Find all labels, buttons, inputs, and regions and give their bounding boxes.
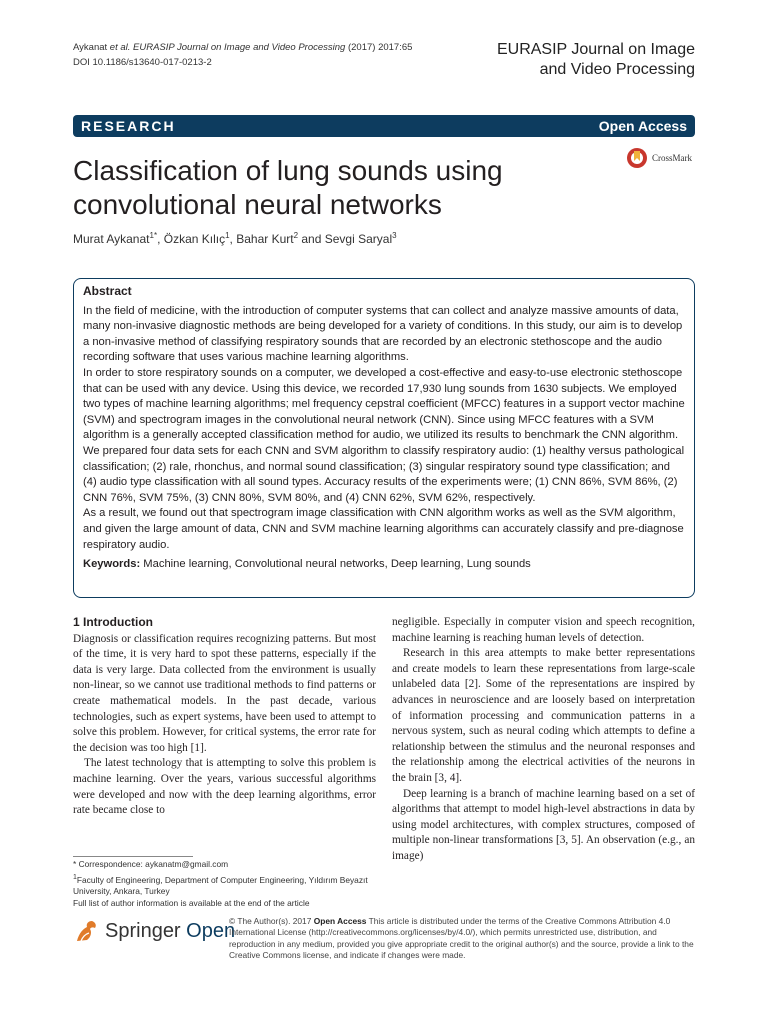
logo-open: Open (180, 919, 236, 942)
citation-header (73, 40, 412, 70)
correspondence: * Correspondence: aykanatm@gmail.com (73, 859, 229, 869)
author-affiliation-sup: 1 (225, 231, 230, 240)
license-text: This article is distributed under the terms of the Creative Commons Attribution 4.0 International License (http://creativecommons.org/licenses/by/4.0/), which permits unrestricted use, distribution, and reproduction in any medium, provided you give appropriate credit to the original author(s) and the source, provide a link to the Creative Commons license, and indicate if changes were made. (229, 916, 694, 961)
footnotes (73, 859, 376, 909)
author-affiliation-sup: 1* (149, 231, 158, 240)
paper-title: Classification of lung sounds using convolutional neural networks (73, 155, 503, 220)
author-name: Murat Aykanat (73, 232, 150, 246)
license-notice (229, 916, 697, 962)
keywords (83, 557, 685, 573)
article-type-banner (73, 115, 695, 137)
body-paragraph: negligible. Especially in computer vision and speech recognition, machine learning is reaching human levels of detection. (392, 616, 695, 644)
crossmark-icon (626, 147, 648, 169)
body-paragraph: Deep learning is a branch of machine learning based on a set of algorithms that attempt to model high-level abstractions in data by using model architectures, with complex structures, composed of multiple non-linear transformations [3, 5]. An observation (e.g., an image) (392, 787, 695, 862)
logo-springer: Springer (105, 919, 181, 942)
citation-journal: et al. EURASIP Journal on Image and Video Processing (109, 42, 346, 53)
abstract-paragraph: In the field of medicine, with the introduction of computer systems that can collect and analyze massive amounts of data, many non-invasive diagnostic methods are being developed for a variety of conditions. In this study, our aim is to develop a non-invasive method of classifying respiratory sounds that are recorded by an electronic stethoscope and the audio recording software that uses various machine learning algorithms. (83, 304, 683, 364)
journal-name-line1: EURASIP Journal on Image (496, 41, 695, 58)
abstract-paragraph: As a result, we found out that spectrogram image classification with CNN algorithm works as well as the SVM algorithm, and given the large amount of data, CNN and SVM machine learning algorithms can accurately classify and pre-diagnose respiratory audio. (83, 507, 684, 551)
author-affiliation-sup: 3 (392, 231, 397, 240)
springer-open-logo (73, 919, 235, 943)
affiliation-text: Faculty of Engineering, Department of Computer Engineering, Yıldırım Beyazıt University, Ankara, Turkey (73, 874, 368, 896)
body-column-left (73, 615, 376, 819)
affiliation (73, 872, 376, 898)
article-type: RESEARCH (81, 118, 176, 134)
copyright: © The Author(s). 2017 (229, 916, 314, 926)
springer-horse-icon (73, 919, 99, 943)
open-access-label: Open Access (598, 118, 687, 134)
author-name: Sevgi Saryal (324, 232, 393, 246)
body-paragraph: Research in this area attempts to make better representations and create models to learn these representations from large-scale unlabeled data [2]. Some of the representations are inspired by advances in neuroscience and are loosely based on interpretation of information processing and communication patterns in a nervous system, such as neural coding which attempts to define a relationship between the stimulus and the neuronal responses and the relationship among the electrical activities of the neurons in the brain [3, 4]. (392, 647, 695, 784)
author-info-note: Full list of author information is available at the end of the article (73, 897, 310, 908)
citation-year: (2017) 2017:65 (345, 42, 413, 53)
citation-prefix: Aykanat (73, 42, 110, 53)
doi: DOI 10.1186/s13640-017-0213-2 (73, 57, 212, 68)
crossmark-label: CrossMark (652, 153, 692, 163)
crossmark-badge[interactable] (626, 147, 692, 169)
footnote-divider (73, 856, 193, 857)
abstract-box (73, 278, 695, 598)
author-separator: , (157, 232, 164, 246)
open-access-bold: Open Access (313, 916, 367, 926)
author-name: Bahar Kurt (236, 232, 294, 246)
author-list (73, 231, 397, 246)
body-column-right (392, 615, 695, 865)
author-separator: , (229, 232, 237, 246)
keywords-list: Machine learning, Convolutional neural networks, Deep learning, Lung sounds (140, 558, 531, 571)
journal-name (497, 40, 695, 80)
author-affiliation-sup: 2 (293, 231, 299, 240)
author-separator: and (298, 232, 325, 246)
abstract-paragraph: In order to store respiratory sounds on a computer, we developed a cost-effective and easy-to-use electronic stethoscope that can be used with any device. Using this device, we recorded 17,930 lung sounds from 1630 subjects. We employed two types of machine learning algorithms; mel frequency cepstral coefficient (MFCC) features in a support vector machine (SVM) and spectrogram images in the convolutional neural network (CNN). Since using MFCC features with a SVM algorithm is a generally accepted classification method for audio, we utilized its results to benchmark the CNN algorithm. We prepared four data sets for each CNN and SVM algorithm to classify respiratory audio: (1) healthy versus pathological classification; (2) rale, rhonchus, and normal sound classification; (3) singular respiratory sound type classification; and (4) audio type classification with all sound types. Accuracy results of the experiments were; (1) CNN 86%, SVM 86%, (2) CNN 76%, SVM 75%, (3) CNN 80%, SVM 80%, and (4) CNN 62%, SVM 62%, respectively. (83, 366, 685, 504)
body-paragraph: The latest technology that is attempting to solve this problem is machine learning. Over the years, various successful algorithms were developed and now with the deep learning algorithms, error rate became close to (73, 757, 376, 817)
journal-name-line2: and Video Processing (539, 61, 695, 78)
section-heading: 1 Introduction (73, 615, 153, 629)
body-paragraph: Diagnosis or classification requires recognizing patterns. But most of the time, it is very hard to spot these patterns, especially if the data is very large. Data collected from the environment is usually non-linear, so we cannot use traditional methods to find patterns or create mathematical models. In the past decade, various technologies, such as expert systems, have been used to attempt to solve this problem. However, for critical systems, the error rate for the decision was too high [1]. (73, 632, 376, 754)
keywords-label: Keywords: (83, 558, 141, 571)
author-name: Özkan Kılıç (163, 232, 226, 246)
affiliation-sup: 1 (73, 873, 77, 881)
abstract-heading: Abstract (83, 284, 132, 298)
